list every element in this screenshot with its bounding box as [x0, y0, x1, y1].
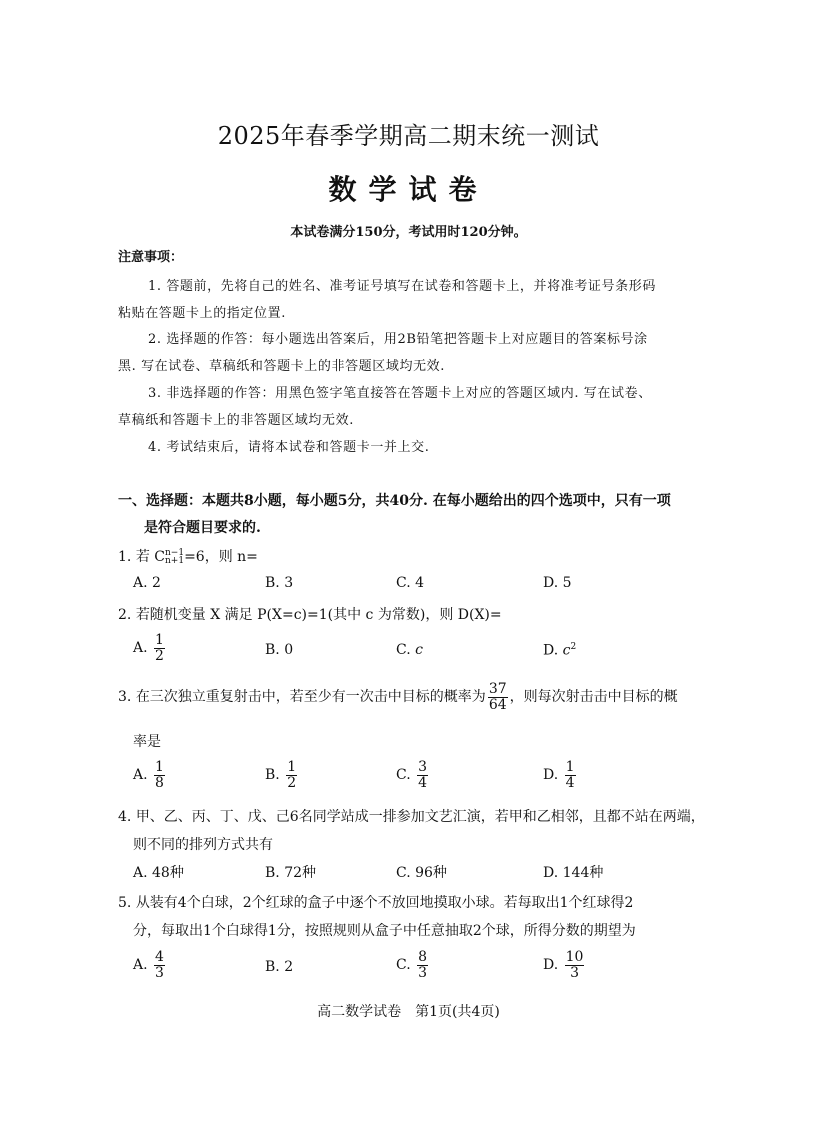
- option-label: A.: [133, 640, 148, 657]
- q5-option-b: [265, 959, 293, 975]
- fraction-numerator: 10: [565, 949, 584, 965]
- exam-info: 本试卷满分150分，考试用时120分钟。: [290, 225, 527, 240]
- question-number: 1.: [118, 549, 132, 565]
- q3-option-a: [133, 760, 167, 790]
- q3-option-b: [265, 760, 299, 790]
- fraction-denominator: 2: [155, 647, 164, 664]
- question-5: [118, 892, 633, 912]
- note-4: 4. 考试结束后，请将本试卷和答题卡一并上交.: [148, 440, 430, 455]
- q5-option-a: [133, 950, 167, 980]
- question-text-after: ，则每次射击击中目标的概: [509, 689, 678, 706]
- question-number: 4.: [118, 809, 132, 825]
- fraction-numerator: 8: [418, 949, 428, 965]
- section-heading-line-2: 是符合题目要求的.: [144, 520, 261, 536]
- fraction-denominator: 3: [155, 964, 164, 981]
- option-superscript: 2: [570, 642, 577, 652]
- option-text: 2: [284, 959, 294, 975]
- note-3-line-1: 3. 非选择题的作答：用黑色签字笔直接答在答题卡上对应的答题区域内. 写在试卷、: [148, 386, 652, 401]
- question-number: 5.: [118, 895, 132, 911]
- option-label: D.: [543, 767, 559, 784]
- option-text: c: [415, 642, 423, 658]
- combination-subscript: n+1: [164, 556, 185, 566]
- option-label: C.: [396, 957, 411, 974]
- q2-option-c: [396, 642, 423, 658]
- q2-option-d: [543, 642, 576, 659]
- fraction-denominator: 64: [488, 696, 507, 713]
- option-label: D.: [543, 642, 559, 659]
- q4-option-a: A. 48种: [133, 865, 184, 881]
- fraction-numerator: 1: [565, 759, 575, 775]
- question-prefix: 若 C: [135, 549, 165, 565]
- q2-option-a: [133, 633, 167, 663]
- option-label: B.: [265, 767, 280, 784]
- exam-title: 2025年春季学期高二期末统一测试: [217, 122, 600, 150]
- fraction: [417, 760, 428, 790]
- q4-option-b: B. 72种: [265, 865, 317, 881]
- option-text: c: [562, 642, 571, 659]
- combination-superscript: n−1: [164, 547, 185, 558]
- question-1: [118, 546, 258, 566]
- question-text-line-1: 甲、乙、丙、丁、戊、己6名同学站成一排参加文艺汇演，若甲和乙相邻，且都不站在两端，: [135, 809, 705, 825]
- q1-option-b: B. 3: [265, 575, 294, 591]
- q3-option-c: [396, 760, 430, 790]
- option-label: B.: [265, 959, 280, 975]
- option-label: D.: [543, 957, 559, 974]
- section-heading-line-1: 一、选择题：本题共8小题，每小题5分，共40分. 在每小题给出的四个选项中，只有一项: [118, 493, 671, 509]
- fraction: [154, 633, 165, 663]
- q5-option-c: [396, 950, 430, 980]
- question-number: 2.: [118, 607, 132, 623]
- fraction: [565, 950, 585, 980]
- option-label: A.: [133, 767, 148, 784]
- fraction: [417, 950, 428, 980]
- note-2-line-1: 2. 选择题的作答：每小题选出答案后，用2B铅笔把答题卡上对应题目的答案标号涂: [148, 332, 648, 347]
- fraction-denominator: 8: [155, 774, 164, 791]
- fraction: [154, 760, 165, 790]
- q4-option-d: D. 144种: [543, 865, 604, 881]
- option-text: 0: [284, 642, 294, 658]
- question-4-line-2: 则不同的排列方式共有: [133, 837, 273, 853]
- question-number: 3.: [118, 689, 132, 706]
- fraction-denominator: 3: [418, 964, 428, 981]
- note-1-line-2: 粘贴在答题卡上的指定位置.: [118, 306, 286, 321]
- q3-option-d: [543, 760, 578, 790]
- page-footer: 高二数学试卷 第1页(共4页): [317, 1004, 500, 1020]
- fraction: [488, 682, 508, 712]
- fraction-denominator: 2: [287, 774, 297, 791]
- question-suffix: =6，则 n=: [184, 549, 258, 565]
- fraction-denominator: 3: [570, 964, 580, 981]
- question-2: [118, 604, 502, 624]
- question-text-before: 在三次独立重复射击中，若至少有一次击中目标的概率为: [135, 689, 486, 706]
- question-5-line-2: 分，每取出1个白球得1分，按照规则从盒子中任意抽取2个球，所得分数的期望为: [133, 923, 636, 939]
- fraction-numerator: 4: [155, 949, 164, 965]
- note-1-line-1: 1. 答题前，先将自己的姓名、准考证号填写在试卷和答题卡上，并将准考证号条形码: [148, 279, 656, 294]
- q1-option-d: D. 5: [543, 575, 572, 591]
- note-2-line-2: 黑. 写在试卷、草稿纸和答题卡上的非答题区域均无效.: [118, 359, 445, 374]
- fraction-numerator: 3: [418, 759, 428, 775]
- subject-title: 数学试卷: [328, 173, 489, 206]
- q1-option-c: C. 4: [396, 575, 425, 591]
- q1-option-a: A. 2: [133, 575, 161, 591]
- question-text: 若随机变量 X 满足 P(X=c)=1(其中 c 为常数)，则 D(X)=: [135, 607, 502, 623]
- question-text-line-1: 从装有4个白球，2个红球的盒子中逐个不放回地摸取小球。若每取出1个红球得2: [135, 895, 634, 911]
- notes-heading: 注意事项：: [118, 250, 184, 265]
- fraction-denominator: 4: [418, 774, 428, 791]
- option-label: C.: [396, 767, 411, 784]
- fraction: [154, 950, 165, 980]
- q5-option-d: [543, 950, 586, 980]
- q2-option-b: [265, 642, 293, 658]
- fraction: [286, 760, 297, 790]
- option-label: C.: [396, 642, 411, 658]
- fraction-numerator: 1: [155, 632, 164, 648]
- question-3: [118, 682, 678, 712]
- fraction-numerator: 1: [287, 759, 297, 775]
- fraction-numerator: 1: [155, 759, 164, 775]
- question-3-line-2: 率是: [133, 734, 161, 750]
- option-label: A.: [133, 957, 148, 974]
- option-label: B.: [265, 642, 280, 658]
- fraction-denominator: 4: [565, 774, 575, 791]
- fraction-numerator: 37: [488, 681, 507, 697]
- question-4: [118, 806, 705, 826]
- q4-option-c: C. 96种: [396, 865, 447, 881]
- fraction: [565, 760, 576, 790]
- note-3-line-2: 草稿纸和答题卡上的非答题区域均无效.: [118, 413, 354, 428]
